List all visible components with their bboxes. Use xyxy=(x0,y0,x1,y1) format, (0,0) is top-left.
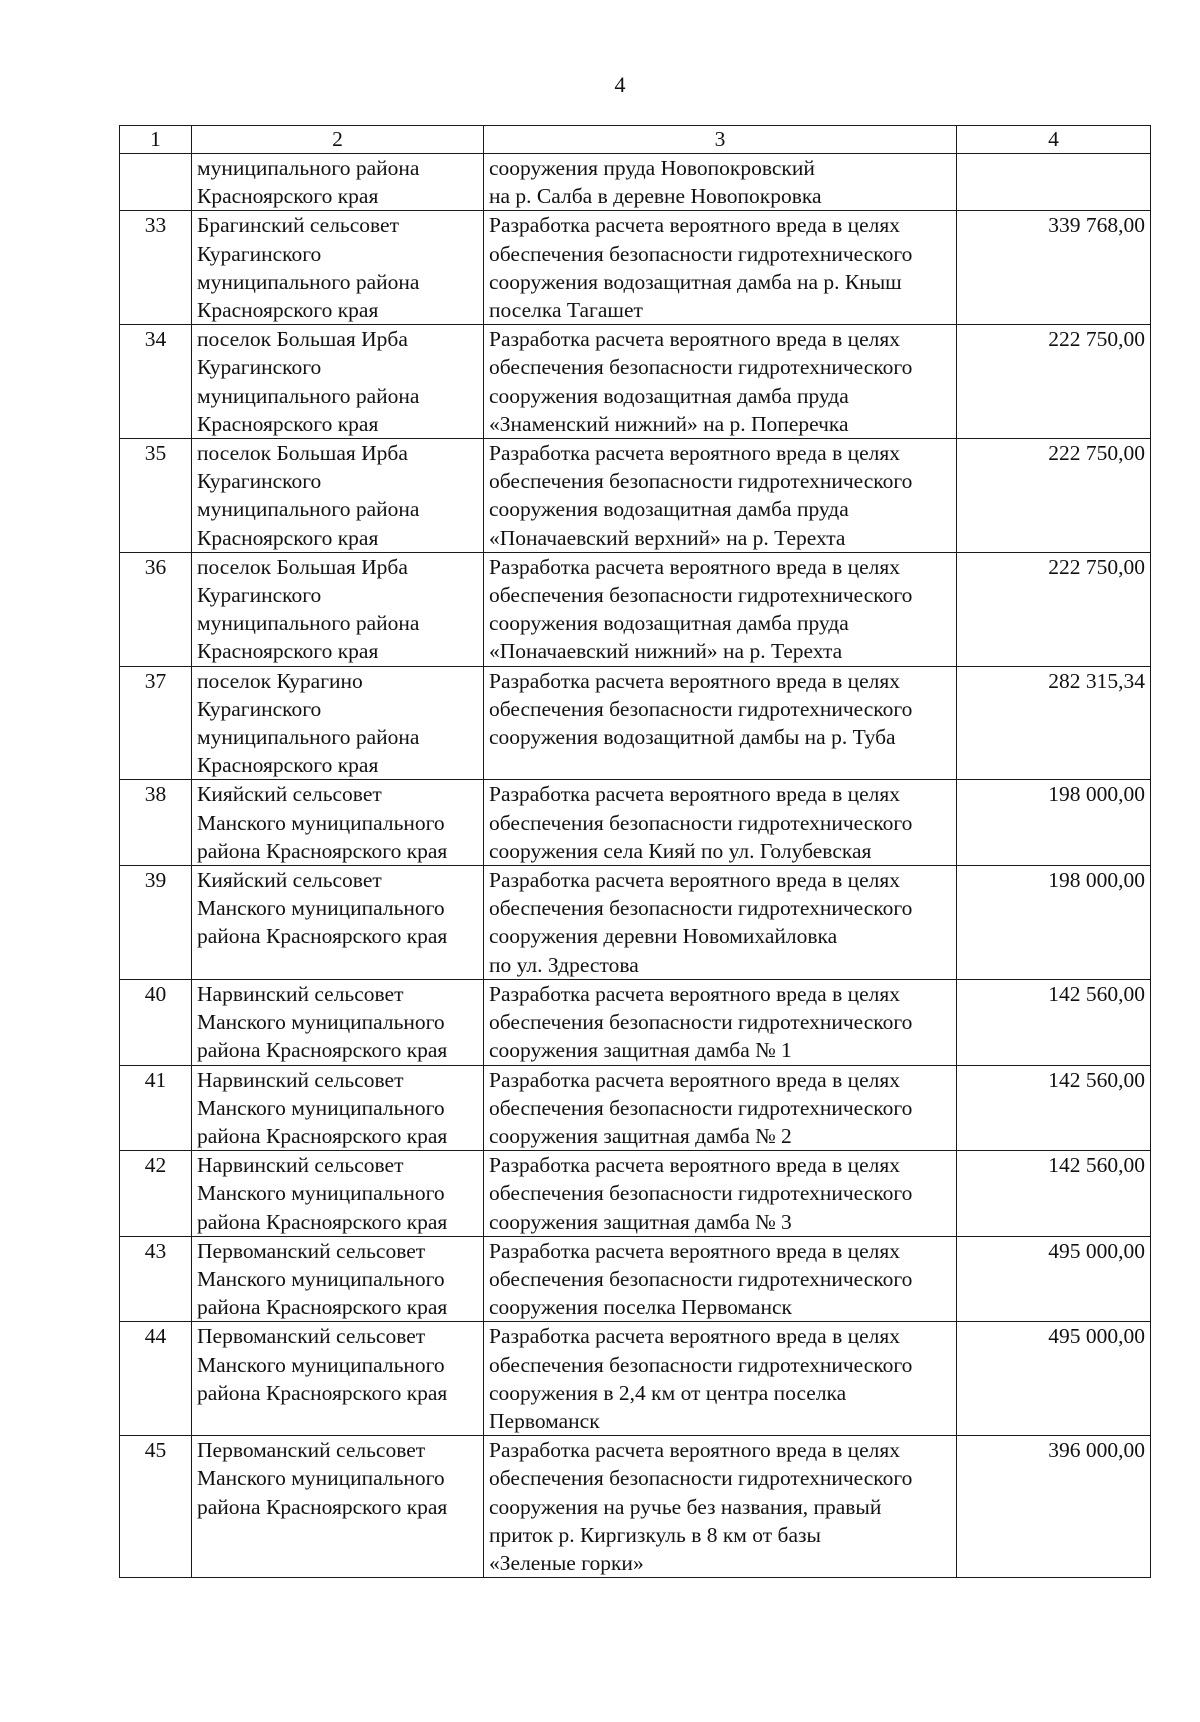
row-number: 33 xyxy=(120,211,192,325)
row-number xyxy=(120,154,192,211)
row-amount: 282 315,34 xyxy=(957,666,1151,780)
table-row xyxy=(120,1436,1151,1578)
table-row xyxy=(120,211,1151,325)
table-row xyxy=(120,666,1151,780)
row-amount: 142 560,00 xyxy=(957,1065,1151,1151)
table-row xyxy=(120,979,1151,1065)
row-number: 42 xyxy=(120,1151,192,1237)
row-entity: Нарвинский сельсовет Манского муниципального района Красноярского края xyxy=(192,979,484,1065)
row-description: Разработка расчета вероятного вреда в целях обеспечения безопасности гидротехнического сооружения водозащитная дамба на р. Кныш поселка Тагашет xyxy=(484,211,957,325)
table-row xyxy=(120,154,1151,211)
table-row xyxy=(120,325,1151,439)
row-description: Разработка расчета вероятного вреда в целях обеспечения безопасности гидротехнического сооружения водозащитная дамба пруда «Знаменский нижний» на р. Поперечка xyxy=(484,325,957,439)
table-row xyxy=(120,552,1151,666)
row-amount: 495 000,00 xyxy=(957,1322,1151,1436)
row-entity: поселок Большая Ирба Курагинского муниципального района Красноярского края xyxy=(192,552,484,666)
row-entity: Первоманский сельсовет Манского муниципального района Красноярского края xyxy=(192,1236,484,1322)
row-amount: 222 750,00 xyxy=(957,552,1151,666)
row-amount: 396 000,00 xyxy=(957,1436,1151,1578)
row-number: 35 xyxy=(120,439,192,553)
row-description: Разработка расчета вероятного вреда в целях обеспечения безопасности гидротехнического сооружения поселка Первоманск xyxy=(484,1236,957,1322)
row-number: 40 xyxy=(120,979,192,1065)
row-number: 34 xyxy=(120,325,192,439)
row-description: сооружения пруда Новопокровский на р. Салба в деревне Новопокровка xyxy=(484,154,957,211)
row-entity: поселок Курагино Курагинского муниципального района Красноярского края xyxy=(192,666,484,780)
header-col-4: 4 xyxy=(957,126,1151,154)
header-col-1: 1 xyxy=(120,126,192,154)
table-row xyxy=(120,1322,1151,1436)
row-entity: Первоманский сельсовет Манского муниципального района Красноярского края xyxy=(192,1322,484,1436)
table-row xyxy=(120,439,1151,553)
row-description: Разработка расчета вероятного вреда в целях обеспечения безопасности гидротехнического сооружения в 2,4 км от центра поселка Первоманск xyxy=(484,1322,957,1436)
row-amount: 495 000,00 xyxy=(957,1236,1151,1322)
table-row xyxy=(120,1065,1151,1151)
row-description: Разработка расчета вероятного вреда в целях обеспечения безопасности гидротехнического сооружения защитная дамба № 1 xyxy=(484,979,957,1065)
row-amount: 222 750,00 xyxy=(957,325,1151,439)
table-row xyxy=(120,866,1151,980)
funding-table xyxy=(119,125,1151,1578)
row-description: Разработка расчета вероятного вреда в целях обеспечения безопасности гидротехнического сооружения водозащитная дамба пруда «Поначаевский нижний» на р. Терехта xyxy=(484,552,957,666)
row-amount: 222 750,00 xyxy=(957,439,1151,553)
table-row xyxy=(120,1236,1151,1322)
row-description: Разработка расчета вероятного вреда в целях обеспечения безопасности гидротехнического сооружения водозащитная дамба пруда «Поначаевский верхний» на р. Терехта xyxy=(484,439,957,553)
row-description: Разработка расчета вероятного вреда в целях обеспечения безопасности гидротехнического сооружения деревни Новомихайловка по ул. Здрестова xyxy=(484,866,957,980)
row-number: 45 xyxy=(120,1436,192,1578)
header-col-3: 3 xyxy=(484,126,957,154)
table-header-row xyxy=(120,126,1151,154)
row-amount xyxy=(957,154,1151,211)
row-description: Разработка расчета вероятного вреда в целях обеспечения безопасности гидротехнического сооружения защитная дамба № 3 xyxy=(484,1151,957,1237)
row-entity: поселок Большая Ирба Курагинского муниципального района Красноярского края xyxy=(192,325,484,439)
row-amount: 339 768,00 xyxy=(957,211,1151,325)
row-entity: Первоманский сельсовет Манского муниципального района Красноярского края xyxy=(192,1436,484,1578)
row-entity: Брагинский сельсовет Курагинского муниципального района Красноярского края xyxy=(192,211,484,325)
row-entity: муниципального района Красноярского края xyxy=(192,154,484,211)
row-amount: 198 000,00 xyxy=(957,780,1151,866)
row-number: 36 xyxy=(120,552,192,666)
row-entity: Нарвинский сельсовет Манского муниципального района Красноярского края xyxy=(192,1151,484,1237)
row-amount: 142 560,00 xyxy=(957,979,1151,1065)
header-col-2: 2 xyxy=(192,126,484,154)
row-entity: Кияйский сельсовет Манского муниципального района Красноярского края xyxy=(192,866,484,980)
row-description: Разработка расчета вероятного вреда в целях обеспечения безопасности гидротехнического сооружения водозащитной дамбы на р. Туба xyxy=(484,666,957,780)
row-number: 41 xyxy=(120,1065,192,1151)
row-amount: 142 560,00 xyxy=(957,1151,1151,1237)
row-entity: поселок Большая Ирба Курагинского муниципального района Красноярского края xyxy=(192,439,484,553)
row-description: Разработка расчета вероятного вреда в целях обеспечения безопасности гидротехнического сооружения защитная дамба № 2 xyxy=(484,1065,957,1151)
row-entity: Нарвинский сельсовет Манского муниципального района Красноярского края xyxy=(192,1065,484,1151)
row-number: 43 xyxy=(120,1236,192,1322)
row-number: 38 xyxy=(120,780,192,866)
row-number: 44 xyxy=(120,1322,192,1436)
row-amount: 198 000,00 xyxy=(957,866,1151,980)
table-row xyxy=(120,780,1151,866)
row-number: 37 xyxy=(120,666,192,780)
table-body xyxy=(120,126,1151,1578)
row-description: Разработка расчета вероятного вреда в целях обеспечения безопасности гидротехнического сооружения на ручье без названия, правый приток р. Киргизкуль в 8 км от базы «Зеленые горки» xyxy=(484,1436,957,1578)
page-number: 4 xyxy=(614,72,626,97)
row-number: 39 xyxy=(120,866,192,980)
row-description: Разработка расчета вероятного вреда в целях обеспечения безопасности гидротехнического сооружения села Кияй по ул. Голубевская xyxy=(484,780,957,866)
row-entity: Кияйский сельсовет Манского муниципального района Красноярского края xyxy=(192,780,484,866)
table-row xyxy=(120,1151,1151,1237)
